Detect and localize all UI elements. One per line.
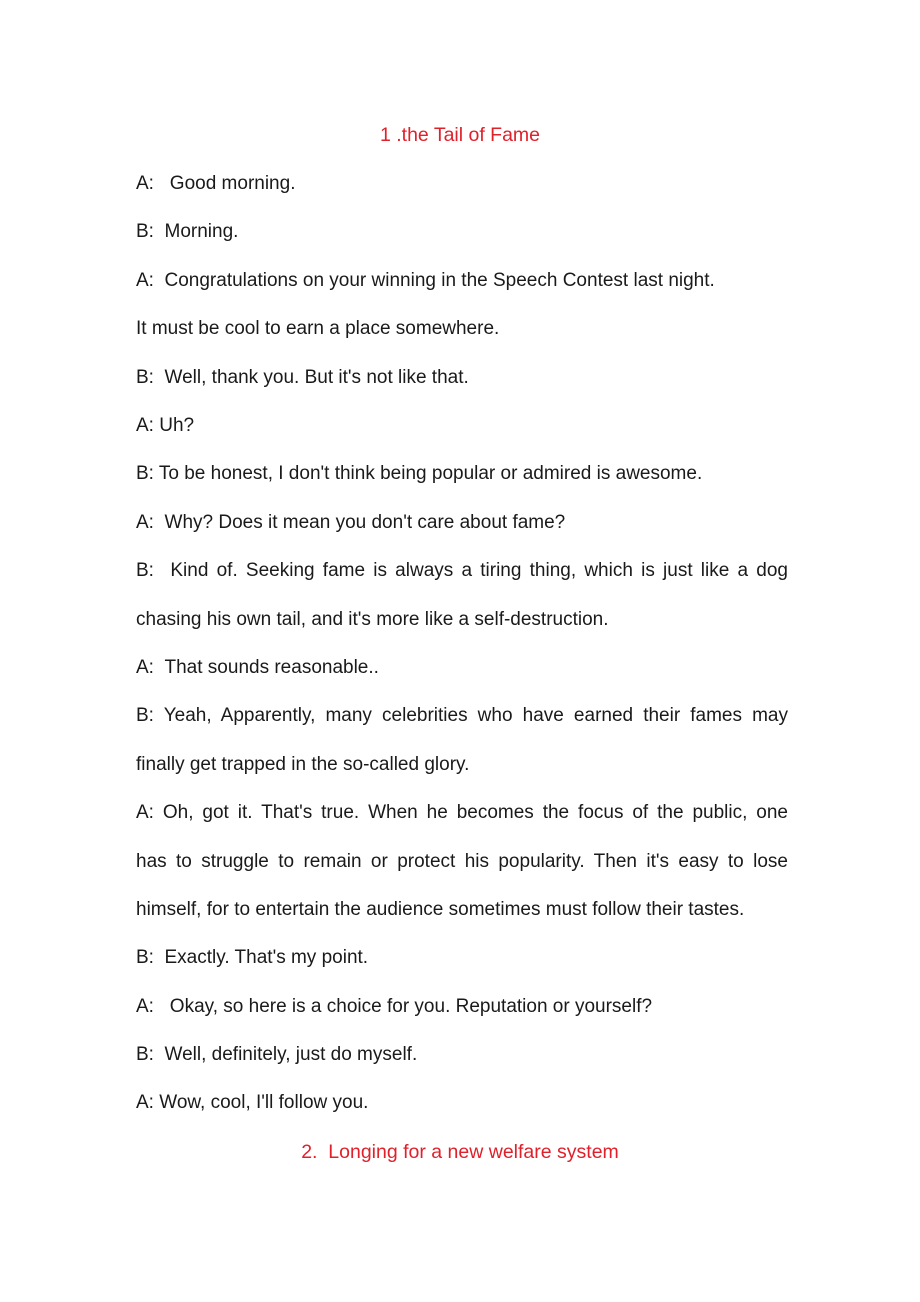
dialogue-line: chasing his own tail, and it's more like a self-destruction. (136, 609, 609, 630)
section-heading-1: 1 .the Tail of Fame (379, 124, 541, 146)
dialogue-line: A: That sounds reasonable.. (136, 657, 379, 678)
dialogue-line: has to struggle to remain or protect his popularity. Then it's easy to lose (136, 851, 788, 872)
dialogue-line: A: Why? Does it mean you don't care about fame? (136, 512, 566, 533)
dialogue-line: B: Well, thank you. But it's not like that. (136, 367, 469, 388)
dialogue-line: B: Exactly. That's my point. (136, 947, 369, 968)
dialogue-line: A: Wow, cool, I'll follow you. (136, 1092, 369, 1113)
dialogue-line: B: Kind of. Seeking fame is always a tiring thing, which is just like a dog (136, 560, 788, 581)
section-heading-2: 2. Longing for a new welfare system (301, 1141, 619, 1163)
dialogue-line: B: Well, definitely, just do myself. (136, 1044, 418, 1065)
dialogue-line: A: Uh? (136, 415, 195, 436)
dialogue-line: finally get trapped in the so-called glory. (136, 754, 470, 775)
dialogue-line: A: Oh, got it. That's true. When he becomes the focus of the public, one (136, 802, 788, 823)
dialogue-line: A: Okay, so here is a choice for you. Reputation or yourself? (136, 996, 653, 1017)
dialogue-line: It must be cool to earn a place somewhere. (136, 318, 500, 339)
dialogue-line: A: Good morning. (136, 173, 296, 194)
dialogue-line: B: Yeah, Apparently, many celebrities who have earned their fames may (136, 705, 788, 726)
dialogue-line: B: To be honest, I don't think being popular or admired is awesome. (136, 463, 703, 484)
dialogue-line: B: Morning. (136, 221, 239, 242)
dialogue-line: A: Congratulations on your winning in the Speech Contest last night. (136, 270, 715, 291)
dialogue-line: himself, for to entertain the audience sometimes must follow their tastes. (136, 899, 745, 920)
